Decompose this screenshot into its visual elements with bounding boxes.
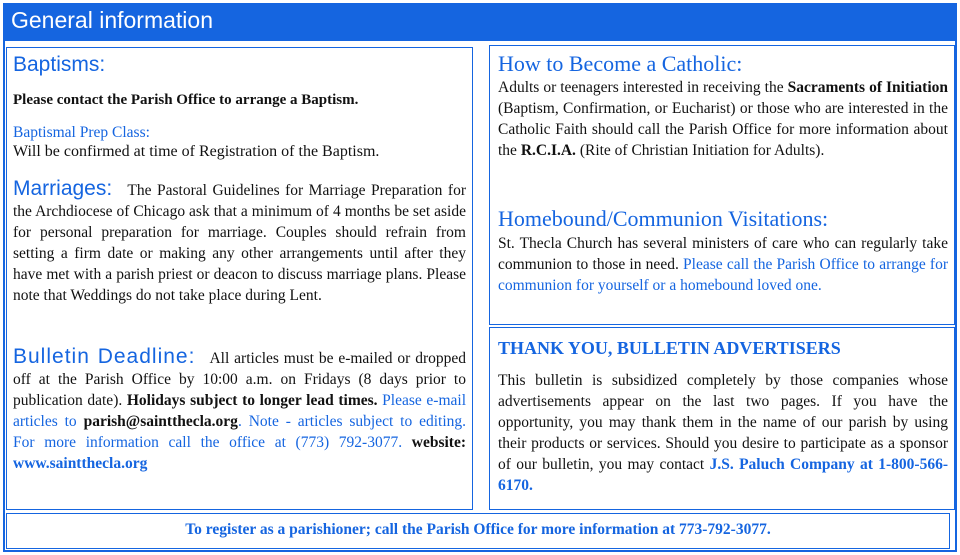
baptisms-title: Baptisms: bbox=[13, 53, 106, 76]
advertisers-body: This bulletin is subsidized completely by those companies whose advertisements appear on the last two pages. If you have the opportunity, you may thank them in the name of our parish by using their products or services. Should you desire to participate as a sponsor of our bulletin, you may contact bbox=[498, 372, 948, 473]
bulletin-text-1: All articles must be e-mailed or dropped off at the Parish Office by 10:00 a.m. on Fridays (8 days prior to publication date). bbox=[13, 350, 467, 409]
advertisers-text bbox=[498, 370, 948, 496]
bulletin-text-3: . Note - articles subject to editing. bbox=[237, 413, 467, 430]
baptismal-prep-text: Will be confirmed at time of Registration of the Baptism. bbox=[13, 143, 380, 160]
catholic-text bbox=[498, 77, 948, 161]
footer-panel bbox=[6, 513, 950, 549]
catholic-text-2: (Baptism, Confirmation, or Eucharist) or those who are interested in the Catholic Faith should call the Parish Office for more information about the bbox=[498, 100, 948, 159]
footer-text: To register as a parishioner; call the Parish Office for more information at 773-792-3077. bbox=[185, 521, 771, 538]
left-panel bbox=[6, 47, 473, 510]
catholic-text-1: Adults or teenagers interested in receiving the bbox=[498, 79, 784, 96]
header-title: General information bbox=[11, 7, 213, 33]
section-header bbox=[3, 3, 957, 39]
catholic-rcia: R.C.I.A. bbox=[520, 142, 576, 159]
baptisms-contact: Please contact the Parish Office to arrange a Baptism. bbox=[13, 92, 359, 108]
bulletin-title: Bulletin Deadline: bbox=[13, 345, 196, 368]
catholic-text-3: (Rite of Christian Initiation for Adults). bbox=[579, 142, 825, 159]
advertisers-contact: J.S. Paluch Company at 1-800-566-6170. bbox=[498, 456, 948, 494]
homebound-text-2: Please call the Parish Office to arrange for communion for yourself or a homebound loved one. bbox=[498, 256, 948, 294]
bulletin-website-label: website: bbox=[411, 434, 466, 451]
bulletin-section bbox=[13, 346, 466, 474]
marriages-title: Marriages: bbox=[13, 177, 113, 200]
right-top-panel bbox=[489, 45, 955, 325]
bulletin-text-4: For more information call the office at (773) 792-3077. bbox=[13, 434, 403, 451]
bulletin-website-link[interactable]: www.saintthecla.org bbox=[13, 455, 148, 472]
right-bottom-panel bbox=[489, 327, 955, 510]
bulletin-email-link[interactable]: parish@saintthecla.org bbox=[83, 413, 238, 430]
catholic-sacraments: Sacraments of Initiation bbox=[787, 79, 948, 96]
bulletin-holidays: Holidays subject to longer lead times. bbox=[126, 392, 378, 409]
bulletin-text-2: Please e-mail articles to bbox=[13, 392, 466, 430]
homebound-text-1: St. Thecla Church has several ministers of care who can regularly take communion to those in need. bbox=[498, 235, 948, 273]
marriages-section bbox=[13, 178, 466, 306]
baptismal-prep-title: Baptismal Prep Class: bbox=[13, 124, 150, 141]
homebound-title: Homebound/Communion Visitations: bbox=[498, 206, 829, 231]
advertisers-title: THANK YOU, BULLETIN ADVERTISERS bbox=[498, 338, 841, 358]
marriages-text: The Pastoral Guidelines for Marriage Preparation for the Archdiocese of Chicago ask that a minimum of 4 months be set aside for personal preparation for marriage. Couples should refrain from setting a firm date or making any other arrangements until after they have met with a parish priest or deacon to discuss marriage plans. Please note that Weddings do not take place during Lent. bbox=[13, 182, 466, 304]
homebound-text bbox=[498, 233, 948, 296]
catholic-title: How to Become a Catholic: bbox=[498, 51, 743, 76]
